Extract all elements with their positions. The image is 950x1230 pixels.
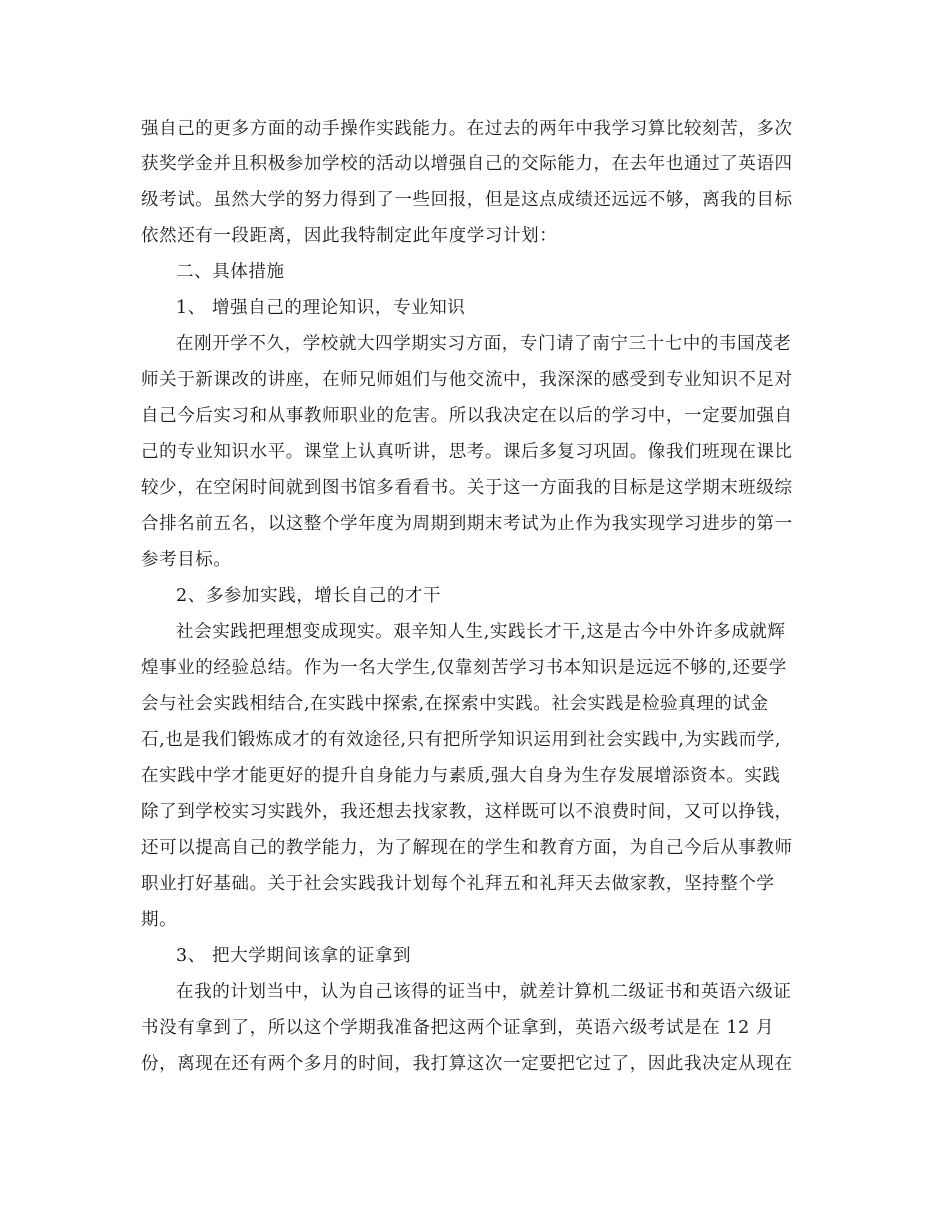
text-line: 师关于新课改的讲座，在师兄师姐们与他交流中，我深深的感受到专业知识不足对 (141, 370, 793, 390)
text-line: 合排名前五名，以这整个学年度为周期到期末考试为止作为我实现学习进步的第一 (141, 514, 793, 534)
text-line: 参考目标。 (141, 550, 232, 570)
text-line: 在刚开学不久，学校就大四学期实习方面，专门请了南宁三十七中的韦国茂老 (176, 334, 792, 354)
text-line: 煌事业的经验总结。作为一名大学生,仅靠刻苦学习书本知识是远远不够的,还要学 (141, 658, 787, 678)
text-line: 石,也是我们锻炼成才的有效途径,只有把所学知识运用到社会实践中,为实践而学, (141, 730, 782, 750)
text-line: 期。 (141, 910, 178, 930)
text-line: 级考试。虽然大学的努力得到了一些回报，但是这点成绩还远远不够，离我的目标 (141, 190, 793, 210)
text-line: 在我的计划当中，认为自己该得的证当中，就差计算机二级证书和英语六级证 (176, 982, 792, 1002)
text-line: 依然还有一段距离，因此我特制定此年度学习计划： (141, 226, 558, 246)
text-line: 较少，在空闲时间就到图书馆多看看书。关于这一方面我的目标是这学期末班级综 (141, 478, 793, 498)
text-line: 职业打好基础。关于社会实践我计划每个礼拜五和礼拜天去做家教，坚持整个学 (141, 874, 775, 894)
text-line: 己的专业知识水平。课堂上认真听讲，思考。课后多复习巩固。像我们班现在课比 (141, 442, 793, 462)
subsection-heading: 3、 把大学期间该拿的证拿到 (176, 946, 412, 966)
subsection-heading: 2、多参加实践，增长自己的才干 (176, 586, 442, 606)
text-line: 获奖学金并且积极参加学校的活动以增强自己的交际能力，在去年也通过了英语四 (141, 154, 793, 174)
subsection-heading: 1、 增强自己的理论知识，专业知识 (176, 298, 466, 318)
text-line: 在实践中学才能更好的提升自身能力与素质,强大自身为生存发展增添资本。实践 (141, 766, 781, 786)
text-line: 除了到学校实习实践外，我还想去找家教，这样既可以不浪费时间，又可以挣钱， (141, 802, 793, 822)
text-line: 会与社会实践相结合,在实践中探索,在探索中实践。社会实践是检验真理的试金 (141, 694, 769, 714)
text-line: 强自己的更多方面的动手操作实践能力。在过去的两年中我学习算比较刻苦，多次 (141, 119, 793, 139)
section-heading: 二、具体措施 (176, 262, 285, 282)
text-line: 份，离现在还有两个多月的时间，我打算这次一定要把它过了，因此我决定从现在 (141, 1054, 793, 1074)
text-line: 自己今后实习和从事教师职业的危害。所以我决定在以后的学习中，一定要加强自 (141, 406, 793, 426)
text-line: 书没有拿到了，所以这个学期我准备把这两个证拿到，英语六级考试是在 12 月 (141, 1018, 775, 1038)
text-line: 还可以提高自己的教学能力，为了解现在的学生和教育方面，为自己今后从事教师 (141, 838, 793, 858)
text-line: 社会实践把理想变成现实。艰辛知人生,实践长才干,这是古今中外许多成就辉 (176, 622, 786, 642)
